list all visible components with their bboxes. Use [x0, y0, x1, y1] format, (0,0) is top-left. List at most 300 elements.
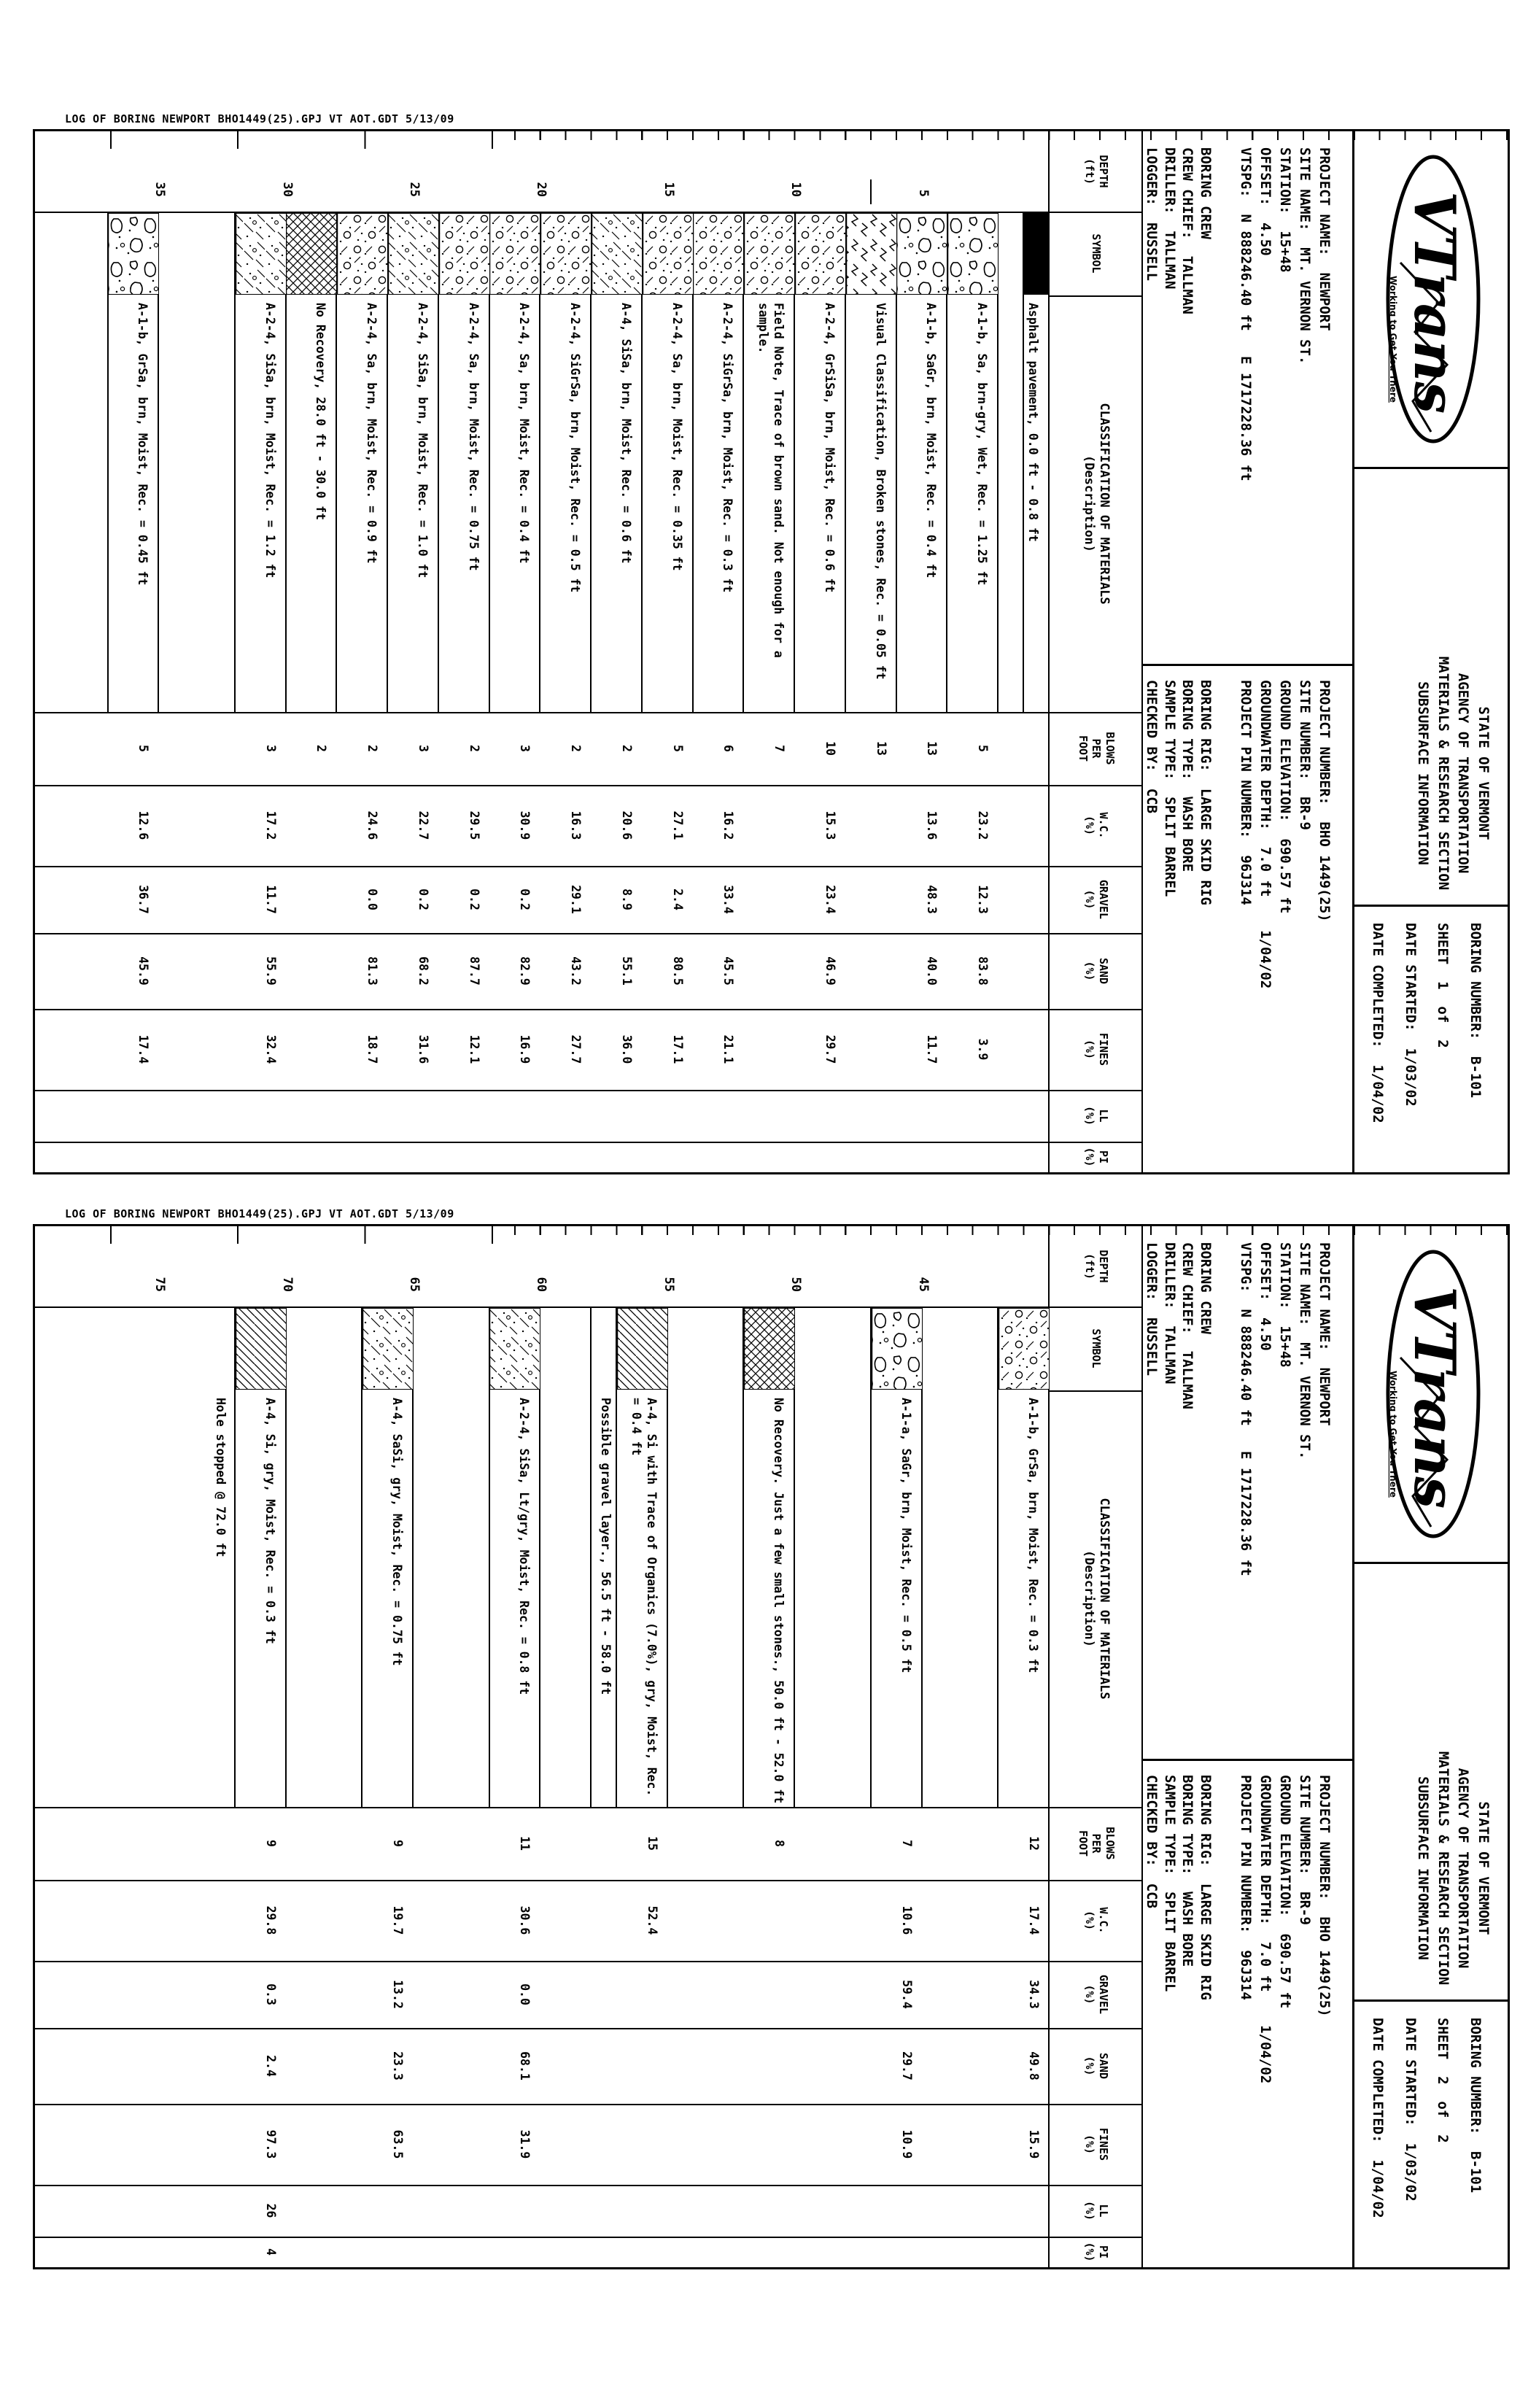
wc-value: 13.6 [925, 810, 939, 840]
gravel-value: 11.7 [263, 885, 278, 914]
soil-symbol-sand [745, 213, 796, 295]
blows-value: 13 [925, 741, 939, 756]
gravel-value: 0.2 [518, 889, 532, 910]
gravel-value: 59.4 [899, 1980, 914, 2009]
classification-text: A-1-a, SaGr, brn, Moist, Rec. = 0.5 ft [899, 1398, 913, 1673]
column-header-line: SYMBOL [1090, 233, 1104, 274]
wc-value: 16.2 [721, 810, 736, 840]
ground-elevation: GROUND ELEVATION: 690.57 ft [1277, 1775, 1294, 2009]
soil-symbol-cobbles [897, 213, 948, 295]
column-header-fines [1050, 2104, 1143, 2185]
boring-number: BORING NUMBER: B-101 [1467, 2018, 1484, 2194]
gravel-value: 0.2 [416, 889, 430, 910]
column-border [35, 1880, 1143, 1881]
margin-note: LOG OF BORING NEWPORT BHO1449(25).GPJ VT AOT.GDT 5/13/09 [65, 112, 454, 125]
svg-text:VTrans: VTrans [1401, 1286, 1467, 1509]
header-cell-border [1050, 295, 1143, 297]
agency-line: MATERIALS & RESEARCH SECTION [1435, 656, 1451, 891]
offset: OFFSET: 4.50 [1257, 147, 1274, 256]
fines-value: 32.4 [263, 1034, 278, 1064]
sand-value: 29.7 [899, 2051, 914, 2080]
depth-label: 30 [279, 182, 295, 197]
fines-value: 12.1 [467, 1034, 481, 1064]
soil-symbol-sand [999, 1308, 1050, 1390]
blows-value: 10 [823, 741, 837, 756]
agency-line: AGENCY OF TRANSPORTATION [1455, 1768, 1472, 1969]
site-number: SITE NUMBER: BR-9 [1297, 680, 1314, 830]
column-header-line: CLASSIFICATION OF MATERIALS [1097, 1498, 1112, 1700]
soil-symbol-sand [694, 213, 745, 295]
depth-label: 75 [152, 1277, 168, 1292]
fines-value: 31.6 [416, 1034, 430, 1064]
column-header-line: (%) [1083, 889, 1096, 910]
log-sheet [33, 112, 1510, 1174]
wc-value: 12.6 [136, 810, 151, 840]
logger: LOGGER: RUSSELL [1143, 147, 1160, 282]
depth-label: 5 [915, 189, 931, 197]
boring-crew: BORING CREW [1198, 147, 1214, 239]
column-header-line: FINES [1096, 1032, 1110, 1066]
column-header-line: SAND [1096, 2052, 1110, 2080]
column-header-line: PER [1090, 1833, 1104, 1854]
column-header-sand [1050, 2028, 1143, 2104]
classification-text: Possible gravel layer., 56.5 ft - 58.0 ft [599, 1398, 613, 1695]
sample-type: SAMPLE TYPE: SPLIT BARREL [1161, 1775, 1178, 1992]
interval-line [590, 1306, 592, 1808]
column-header-blows [1050, 1807, 1143, 1880]
date-started: DATE STARTED: 1/03/02 [1402, 923, 1419, 1107]
classification-text: No Recovery, 28.0 ft - 30.0 ft [314, 303, 328, 521]
fines-value: 16.9 [518, 1034, 532, 1064]
gravel-value: 2.4 [670, 889, 685, 910]
column-border [35, 1142, 1143, 1143]
project-name: PROJECT NAME: NEWPORT [1317, 1242, 1333, 1426]
fines-value: 21.1 [721, 1034, 736, 1064]
column-border [35, 1961, 1143, 1962]
blows-value: 5 [136, 745, 151, 752]
soil-symbol-sand [490, 213, 541, 295]
sand-value: 80.5 [670, 956, 685, 986]
wc-value: 29.5 [467, 810, 481, 840]
fines-value: 63.5 [391, 2129, 406, 2159]
log-sheet [33, 1207, 1510, 2269]
depth-label: 55 [661, 1277, 676, 1292]
boring-crew: BORING CREW [1198, 1242, 1214, 1334]
sand-value: 68.1 [518, 2051, 532, 2080]
depth-minor-ticks [493, 131, 1508, 140]
fines-value: 17.4 [136, 1034, 151, 1064]
column-header-line: (%) [1083, 2056, 1096, 2076]
column-header-line: FOOT [1076, 735, 1090, 762]
column-header-line: (ft) [1083, 158, 1096, 185]
column-header-line: (Description) [1082, 454, 1096, 553]
ground-elevation: GROUND ELEVATION: 690.57 ft [1277, 680, 1294, 914]
wc-value: 19.7 [391, 1905, 406, 1935]
sand-value: 45.9 [136, 956, 151, 986]
gravel-value: 13.2 [391, 1980, 406, 2009]
column-header-line: BLOWS [1104, 1827, 1117, 1860]
fines-value: 17.1 [670, 1034, 685, 1064]
column-header-sand [1050, 933, 1143, 1009]
vtspg-coords: VTSPG: N 888246.40 ft E 1717228.36 ft [1238, 1242, 1255, 1576]
boring-number: BORING NUMBER: B-101 [1467, 923, 1484, 1099]
margin-note: LOG OF BORING NEWPORT BHO1449(25).GPJ VT AOT.GDT 5/13/09 [65, 1207, 454, 1220]
soil-symbol-silt [236, 1308, 287, 1390]
gravel-value: 36.7 [136, 885, 151, 914]
site-name: SITE NAME: MT. VERNON ST. [1297, 147, 1314, 365]
driller: DRILLER: TALLMAN [1161, 1242, 1178, 1385]
project-pin-number: PROJECT PIN NUMBER: 96J314 [1238, 1775, 1255, 2000]
classification-text: A-2-4, Sa, brn, Moist, Rec. = 0.4 ft [517, 303, 532, 564]
logger: LOGGER: RUSSELL [1143, 1242, 1160, 1377]
column-border [35, 866, 1143, 867]
column-border [35, 2185, 1143, 2186]
boring-rig: BORING RIG: LARGE SKID RIG [1198, 1775, 1214, 2000]
agency-line: AGENCY OF TRANSPORTATION [1455, 673, 1472, 874]
depth-label: 50 [788, 1277, 804, 1292]
wc-value: 15.3 [823, 810, 837, 840]
soil-symbol-silt [617, 1308, 668, 1390]
gravel-value: 48.3 [925, 885, 939, 914]
boring-type: BORING TYPE: WASH BORE [1179, 680, 1196, 872]
groundwater-depth: GROUNDWATER DEPTH: 7.0 ft 1/04/02 [1257, 680, 1274, 989]
column-border [35, 2028, 1143, 2029]
column-header-pi [1050, 1142, 1143, 1172]
blows-value: 9 [391, 1840, 406, 1847]
pi-value: 4 [263, 2248, 278, 2256]
wc-value: 20.6 [620, 810, 634, 840]
column-header-wc [1050, 785, 1143, 866]
column-header-line: (Description) [1082, 1549, 1096, 1648]
soil-symbol-sand [795, 213, 846, 295]
classification-text: A-2-4, Sa, brn, Moist, Rec. = 0.75 ft [466, 303, 481, 571]
crew-chief: CREW CHIEF: TALLMAN [1179, 1242, 1196, 1409]
sand-value: 82.9 [518, 956, 532, 986]
driller: DRILLER: TALLMAN [1161, 147, 1178, 290]
depth-label: 20 [534, 182, 549, 197]
depth-label: 65 [407, 1277, 422, 1292]
blows-value: 2 [467, 745, 481, 752]
column-header-line: FINES [1096, 2127, 1110, 2161]
column-header-depth [1050, 1226, 1143, 1306]
fines-value: 3.9 [976, 1038, 990, 1061]
wc-value: 17.2 [263, 810, 278, 840]
blows-value: 5 [976, 745, 990, 752]
column-header-line: W.C. [1096, 812, 1110, 839]
soil-symbol-cobbles [109, 213, 160, 295]
date-completed: DATE COMPLETED: 1/04/02 [1370, 923, 1387, 1123]
column-header-classification [1050, 295, 1143, 712]
crew-chief: CREW CHIEF: TALLMAN [1179, 147, 1196, 314]
project-name: PROJECT NAME: NEWPORT [1317, 147, 1333, 331]
column-border [35, 2237, 1143, 2238]
depth-label: 60 [534, 1277, 549, 1292]
logo-tagline: Working to Get You There [1388, 276, 1398, 403]
fines-value: 31.9 [518, 2129, 532, 2159]
classification-text: A-2-4, GrSiSa, brn, Moist, Rec. = 0.6 ft [823, 303, 837, 593]
fines-value: 10.9 [899, 2129, 914, 2159]
sand-value: 46.9 [823, 956, 837, 986]
fines-value: 15.9 [1027, 2129, 1041, 2159]
classification-text: Asphalt pavement, 0.0 ft - 0.8 ft [1026, 303, 1040, 542]
column-header-line: (%) [1083, 1984, 1096, 2005]
site-number: SITE NUMBER: BR-9 [1297, 1775, 1314, 1925]
column-header-line: (%) [1083, 815, 1096, 836]
wc-value: 52.4 [645, 1905, 659, 1935]
classification-text: A-1-b, GrSa, brn, Moist, Rec. = 0.45 ft [136, 303, 150, 586]
water-table-line [870, 179, 872, 204]
fines-value: 29.7 [823, 1034, 837, 1064]
depth-label: 45 [915, 1277, 931, 1292]
column-header-line: (%) [1083, 1105, 1096, 1126]
blows-value: 13 [874, 741, 888, 756]
soil-symbol-squiggle [846, 213, 897, 295]
fines-value: 97.3 [263, 2129, 278, 2159]
station: STATION: 15+48 [1277, 147, 1294, 273]
column-border [35, 2104, 1143, 2105]
column-header-line: (%) [1083, 1147, 1096, 1167]
gravel-value: 0.0 [518, 1983, 532, 2005]
sand-value: 40.0 [925, 956, 939, 986]
fines-value: 18.7 [365, 1034, 380, 1064]
column-border [35, 785, 1143, 786]
sand-value: 83.8 [976, 956, 990, 986]
project-number: PROJECT NUMBER: BHO 1449(25) [1317, 1775, 1333, 2017]
classification-text: A-2-4, SiGrSa, brn, Moist, Rec. = 0.3 ft [721, 303, 735, 593]
sheet-number: SHEET 1 of 2 [1435, 923, 1451, 1048]
boring-rig: BORING RIG: LARGE SKID RIG [1198, 680, 1214, 905]
depth-label: 25 [407, 182, 422, 197]
column-header-line: DEPTH [1096, 1250, 1110, 1283]
project-number: PROJECT NUMBER: BHO 1449(25) [1317, 680, 1333, 922]
hole-stopped-note: Hole stopped @ 72.0 ft [213, 1398, 228, 1557]
boring-type: BORING TYPE: WASH BORE [1179, 1775, 1196, 1967]
column-header-line: LL [1096, 1109, 1110, 1123]
soil-symbol-siltsand [236, 213, 287, 295]
classification-text: A-1-b, SaGr, brn, Moist, Rec. = 0.4 ft [924, 303, 939, 578]
soil-symbol-xhatch [287, 213, 338, 295]
wc-value: 24.6 [365, 810, 380, 840]
depth-minor-ticks [493, 1226, 1508, 1235]
classification-text: A-4, Si, gry, Moist, Rec. = 0.3 ft [263, 1398, 277, 1644]
wc-value: 27.1 [670, 810, 685, 840]
sand-value: 68.2 [416, 956, 430, 986]
classification-text: A-2-4, Sa, brn, Moist, Rec. = 0.35 ft [670, 303, 684, 571]
column-header-symbol [1050, 212, 1143, 295]
agency-line: STATE OF VERMONT [1476, 706, 1492, 840]
classification-text: A-4, SaSi, gry, Moist, Rec. = 0.75 ft [390, 1398, 405, 1666]
column-header-line: DEPTH [1096, 155, 1110, 188]
sheet-slot [33, 1207, 1510, 2269]
sand-value: 43.2 [569, 956, 583, 986]
classification-text: A-2-4, SiSa, brn, Moist, Rec. = 1.0 ft [416, 303, 430, 578]
header-cell-border [35, 1306, 1143, 1308]
soil-symbol-sand [643, 213, 694, 295]
column-header-classification [1050, 1390, 1143, 1807]
blows-value: 15 [645, 1836, 659, 1851]
site-name: SITE NAME: MT. VERNON ST. [1297, 1242, 1314, 1460]
gravel-value: 8.9 [620, 889, 634, 910]
blows-value: 12 [1027, 1836, 1041, 1851]
wc-value: 30.6 [518, 1905, 532, 1935]
column-border [35, 1807, 1143, 1808]
svg-text:VTrans: VTrans [1401, 191, 1467, 414]
column-header-gravel [1050, 1961, 1143, 2028]
column-header-line: (%) [1083, 961, 1096, 981]
column-header-line: CLASSIFICATION OF MATERIALS [1097, 403, 1112, 605]
soil-symbol-cobbles [948, 213, 999, 295]
ll-value: 26 [263, 2203, 278, 2218]
classification-text: A-2-4, SiGrSa, brn, Moist, Rec. = 0.5 ft [568, 303, 583, 593]
blows-value: 6 [721, 745, 736, 752]
column-header-line: FOOT [1076, 1830, 1090, 1857]
soil-symbol-siltsand [592, 213, 643, 295]
date-completed: DATE COMPLETED: 1/04/02 [1370, 2018, 1387, 2218]
soil-symbol-siltsand [362, 1308, 414, 1390]
blows-value: 7 [772, 745, 787, 752]
sand-value: 2.4 [263, 2055, 278, 2077]
wc-value: 10.6 [899, 1905, 914, 1935]
classification-text: A-4, Si with Trace of Organics (7.0%), gry, Moist, Rec. = 0.4 ft [629, 1398, 659, 1797]
column-header-line: BLOWS [1104, 732, 1117, 765]
station: STATION: 15+48 [1277, 1242, 1294, 1368]
blows-value: 2 [314, 745, 329, 752]
classification-text: No Recovery. Just a few small stones., 50.0 ft - 52.0 ft [772, 1398, 786, 1804]
blows-value: 11 [518, 1836, 532, 1851]
groundwater-depth: GROUNDWATER DEPTH: 7.0 ft 1/04/02 [1257, 1775, 1274, 2084]
column-header-symbol [1050, 1306, 1143, 1390]
soil-symbol-xhatch [745, 1308, 796, 1390]
classification-text: A-2-4, SiSa, brn, Moist, Rec. = 1.2 ft [263, 303, 277, 578]
column-header-blows [1050, 712, 1143, 785]
blows-value: 2 [365, 745, 380, 752]
agency-line: SUBSURFACE INFORMATION [1415, 681, 1432, 865]
soil-symbol-sand [439, 213, 490, 295]
soil-symbol-siltsand [388, 213, 439, 295]
agency-line: STATE OF VERMONT [1476, 1801, 1492, 1935]
depth-label: 10 [788, 182, 804, 197]
blows-value: 5 [670, 745, 685, 752]
column-header-line: SYMBOL [1090, 1328, 1104, 1368]
soil-symbol-sand [338, 213, 389, 295]
blows-value: 3 [416, 745, 430, 752]
classification-text: A-1-b, GrSa, brn, Moist, Rec. = 0.3 ft [1026, 1398, 1040, 1673]
classification-text: Field Note, Trace of brown sand. Not enough for a sample. [756, 303, 786, 658]
sheet-number: SHEET 2 of 2 [1435, 2018, 1451, 2143]
column-header-depth [1050, 131, 1143, 212]
blows-value: 2 [569, 745, 583, 752]
column-header-line: GRAVEL [1096, 1974, 1110, 2015]
sand-value: 49.8 [1027, 2051, 1041, 2080]
column-header-line: (%) [1083, 2200, 1096, 2221]
column-header-line: PI [1096, 2245, 1110, 2259]
column-header-line: LL [1096, 2204, 1110, 2218]
sand-value: 87.7 [467, 956, 481, 986]
header-cell-border [1050, 1390, 1143, 1392]
log-body [35, 131, 1508, 1172]
log-body [35, 1226, 1508, 2267]
column-border [35, 1009, 1143, 1010]
column-header-pi [1050, 2237, 1143, 2267]
soil-symbol-asphalt [1024, 213, 1050, 295]
column-header-line: PER [1090, 738, 1104, 759]
column-header-line: W.C. [1096, 1907, 1110, 1934]
wc-value: 30.9 [518, 810, 532, 840]
gravel-value: 34.3 [1027, 1980, 1041, 2009]
column-header-ll [1050, 1090, 1143, 1142]
soil-symbol-siltsand [490, 1308, 541, 1390]
logo-tagline: Working to Get You There [1388, 1371, 1398, 1498]
column-border [35, 712, 1143, 713]
gravel-value: 23.4 [823, 885, 837, 914]
column-header-line: GRAVEL [1096, 879, 1110, 920]
project-pin-number: PROJECT PIN NUMBER: 96J314 [1238, 680, 1255, 905]
classification-text: Visual Classification, Broken stones, Rec. = 0.05 ft [873, 303, 888, 680]
depth-label: 15 [661, 182, 676, 197]
classification-text: A-1-b, Sa, brn-gry, Wet, Rec. = 1.25 ft [975, 303, 990, 586]
classification-text: A-4, SiSa, brn, Moist, Rec. = 0.6 ft [619, 303, 633, 564]
column-header-line: SAND [1096, 957, 1110, 985]
vtspg-coords: VTSPG: N 888246.40 ft E 1717228.36 ft [1238, 147, 1255, 481]
blows-value: 3 [263, 745, 278, 752]
classification-text: A-2-4, SiSa, Lt/gry, Moist, Rec. = 0.8 ft [517, 1398, 532, 1695]
column-border [35, 933, 1143, 934]
column-header-line: (%) [1083, 2242, 1096, 2262]
soil-symbol-sand [541, 213, 592, 295]
column-header-wc [1050, 1880, 1143, 1961]
blows-value: 7 [899, 1840, 914, 1847]
blows-value: 2 [620, 745, 634, 752]
wc-value: 29.8 [263, 1905, 278, 1935]
gravel-value: 12.3 [976, 885, 990, 914]
fines-value: 11.7 [925, 1034, 939, 1064]
gravel-value: 0.2 [467, 889, 481, 910]
agency-line: MATERIALS & RESEARCH SECTION [1435, 1751, 1451, 1986]
sand-value: 45.5 [721, 956, 736, 986]
sand-value: 55.9 [263, 956, 278, 986]
column-header-line: (%) [1083, 1910, 1096, 1931]
fines-value: 27.7 [569, 1034, 583, 1064]
depth-label: 70 [279, 1277, 295, 1292]
column-header-fines [1050, 1009, 1143, 1090]
classification-text: A-2-4, Sa, brn, Moist, Rec. = 0.9 ft [365, 303, 379, 564]
date-started: DATE STARTED: 1/03/02 [1402, 2018, 1419, 2202]
gravel-value: 0.3 [263, 1983, 278, 2005]
offset: OFFSET: 4.50 [1257, 1242, 1274, 1351]
wc-value: 22.7 [416, 810, 430, 840]
gravel-value: 0.0 [365, 889, 380, 910]
column-border [35, 1090, 1143, 1091]
gravel-value: 33.4 [721, 885, 736, 914]
depth-label: 35 [152, 182, 168, 197]
sand-value: 55.1 [620, 956, 634, 986]
column-header-line: (%) [1083, 1039, 1096, 1060]
column-header-gravel [1050, 866, 1143, 933]
fines-value: 36.0 [620, 1034, 634, 1064]
agency-line: SUBSURFACE INFORMATION [1415, 1776, 1432, 1960]
gravel-value: 29.1 [569, 885, 583, 914]
sand-value: 23.3 [391, 2051, 406, 2080]
column-header-line: PI [1096, 1150, 1110, 1164]
sheet-slot [33, 112, 1510, 1174]
column-header-line: (ft) [1083, 1253, 1096, 1280]
column-header-line: (%) [1083, 2134, 1096, 2155]
sample-type: SAMPLE TYPE: SPLIT BARREL [1161, 680, 1178, 897]
wc-value: 16.3 [569, 810, 583, 840]
checked-by: CHECKED BY: CCB [1143, 680, 1160, 814]
wc-value: 23.2 [976, 810, 990, 840]
wc-value: 17.4 [1027, 1905, 1041, 1935]
